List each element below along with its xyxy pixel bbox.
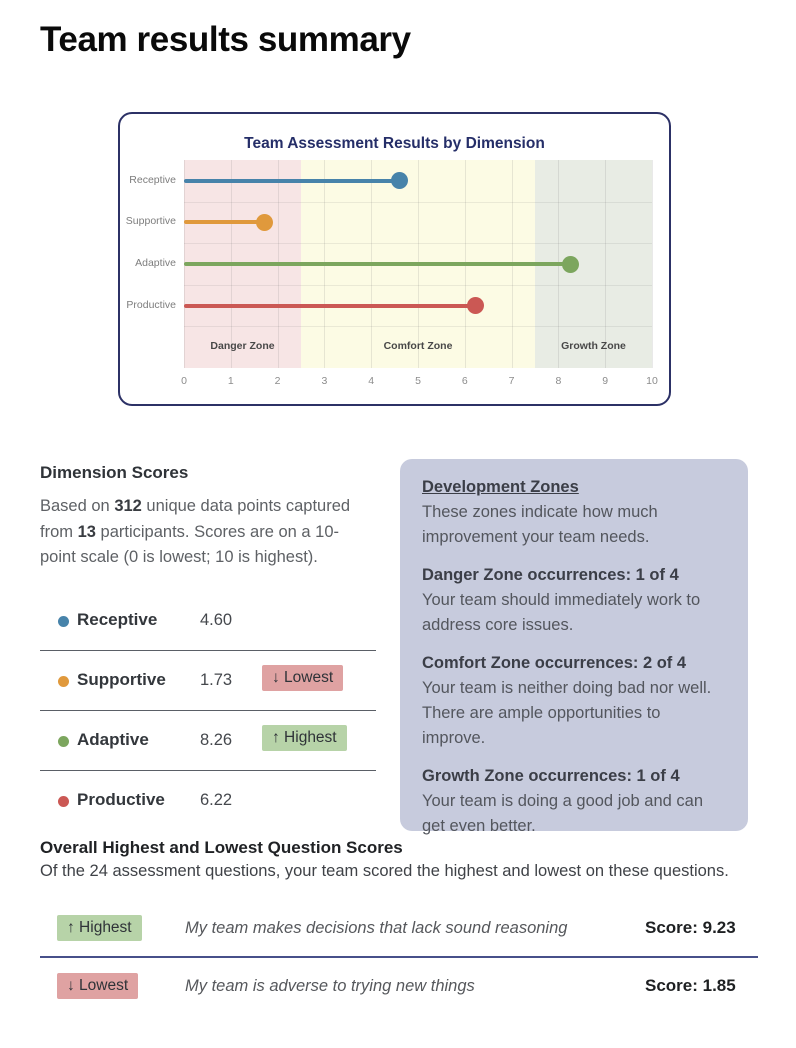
dimension-label: Adaptive <box>77 730 149 749</box>
lowest-badge: ↓ Lowest <box>57 973 138 999</box>
dimension-scores-intro <box>40 494 374 571</box>
question-row <box>40 958 758 1016</box>
zone-label: Danger Zone <box>210 340 275 352</box>
lollipop-stem-supportive <box>184 220 265 224</box>
intro-text: participants. Scores are on a 10-point scale (0 is lowest; 10 is highest). <box>40 522 339 566</box>
receptive-dot <box>58 616 69 627</box>
gridline-vertical <box>605 160 606 368</box>
danger-zone-occurrences-body: Your team should immediately work to address core issues. <box>422 591 701 634</box>
question-text: My team is adverse to trying new things <box>185 977 475 995</box>
x-axis-tick: 10 <box>646 375 658 387</box>
dimension-score-value: 1.73 <box>200 671 233 689</box>
x-axis-tick: 8 <box>555 375 562 387</box>
x-axis-tick: 7 <box>508 375 515 387</box>
growth-zone-occurrences-title: Growth Zone occurrences: 1 of 4 <box>422 767 680 785</box>
y-axis-label: Adaptive <box>135 257 176 269</box>
dimension-row <box>40 771 376 831</box>
page-title: Team results summary <box>40 20 411 59</box>
question-scores-table <box>40 900 758 1016</box>
chart-card <box>118 112 671 406</box>
question-scores-heading: Overall Highest and Lowest Question Scores <box>40 838 403 857</box>
lollipop-stem-productive <box>184 304 475 308</box>
x-axis-tick: 0 <box>181 375 187 387</box>
adaptive-dot <box>58 736 69 747</box>
data-points-count: 312 <box>114 497 142 515</box>
dimension-label: Receptive <box>77 610 158 629</box>
intro-text: Based on <box>40 497 115 515</box>
question-score: Score: 9.23 <box>645 918 736 937</box>
x-axis-tick: 6 <box>461 375 468 387</box>
x-axis-tick: 2 <box>274 375 281 387</box>
dimension-row <box>40 651 376 711</box>
gridline-vertical <box>652 160 653 368</box>
danger-zone-occurrences-title: Danger Zone occurrences: 1 of 4 <box>422 566 679 584</box>
dimension-score-value: 4.60 <box>200 611 233 629</box>
y-axis-label: Productive <box>126 298 176 311</box>
chart-title: Team Assessment Results by Dimension <box>244 135 545 152</box>
lollipop-stem-adaptive <box>184 262 571 266</box>
lollipop-dot-productive <box>467 297 484 314</box>
question-row <box>40 900 758 958</box>
y-axis-label: Supportive <box>125 215 176 228</box>
y-axis-label: Receptive <box>129 173 176 186</box>
dimension-scores-heading: Dimension Scores <box>40 463 189 482</box>
lollipop-dot-adaptive <box>562 256 579 273</box>
dimension-row <box>40 591 376 651</box>
x-axis-tick: 1 <box>227 375 234 387</box>
x-axis-tick: 3 <box>321 375 328 387</box>
question-score: Score: 1.85 <box>645 976 736 995</box>
dimension-row <box>40 711 376 771</box>
development-zones-box <box>400 459 748 835</box>
lowest-badge: ↓ Lowest <box>262 665 343 691</box>
dimension-score-value: 8.26 <box>200 731 233 749</box>
chart-plot-area <box>125 160 658 387</box>
highest-badge: ↑ Highest <box>57 915 142 941</box>
highest-badge: ↑ Highest <box>262 725 347 751</box>
x-axis-tick: 5 <box>415 375 421 387</box>
dimension-scores-table <box>40 591 376 831</box>
development-zones-intro: These zones indicate how much improvement your team needs. <box>422 503 658 546</box>
lollipop-dot-receptive <box>391 172 408 189</box>
zone-label: Growth Zone <box>561 340 626 352</box>
x-axis-tick: 4 <box>368 375 375 387</box>
gridline-horizontal <box>184 285 652 286</box>
supportive-dot <box>58 676 69 687</box>
participants-count: 13 <box>77 522 96 541</box>
gridline-horizontal <box>184 243 652 244</box>
dimension-score-value: 6.22 <box>200 791 233 809</box>
productive-dot <box>58 796 69 807</box>
lollipop-stem-receptive <box>184 179 399 183</box>
question-scores-intro: Of the 24 assessment questions, your team scored the highest and lowest on these questions. <box>40 862 729 880</box>
zone-label: Comfort Zone <box>383 340 453 352</box>
question-text: My team makes decisions that lack sound reasoning <box>185 919 568 937</box>
x-axis-tick: 9 <box>602 375 609 387</box>
dimension-label: Supportive <box>77 670 166 689</box>
growth-zone-occurrences-body: Your team is doing a good job and can get even better. <box>422 792 704 835</box>
comfort-zone-occurrences-body: Your team is neither doing bad nor well. There are ample opportunities to improve. <box>422 679 712 747</box>
comfort-zone-occurrences-title: Comfort Zone occurrences: 2 of 4 <box>422 654 687 672</box>
dimension-label: Productive <box>77 790 165 809</box>
intro-text: unique data points captured from <box>40 497 351 541</box>
gridline-horizontal <box>184 326 652 327</box>
development-zones-heading[interactable]: Development Zones <box>422 478 579 496</box>
gridline-horizontal <box>184 202 652 203</box>
